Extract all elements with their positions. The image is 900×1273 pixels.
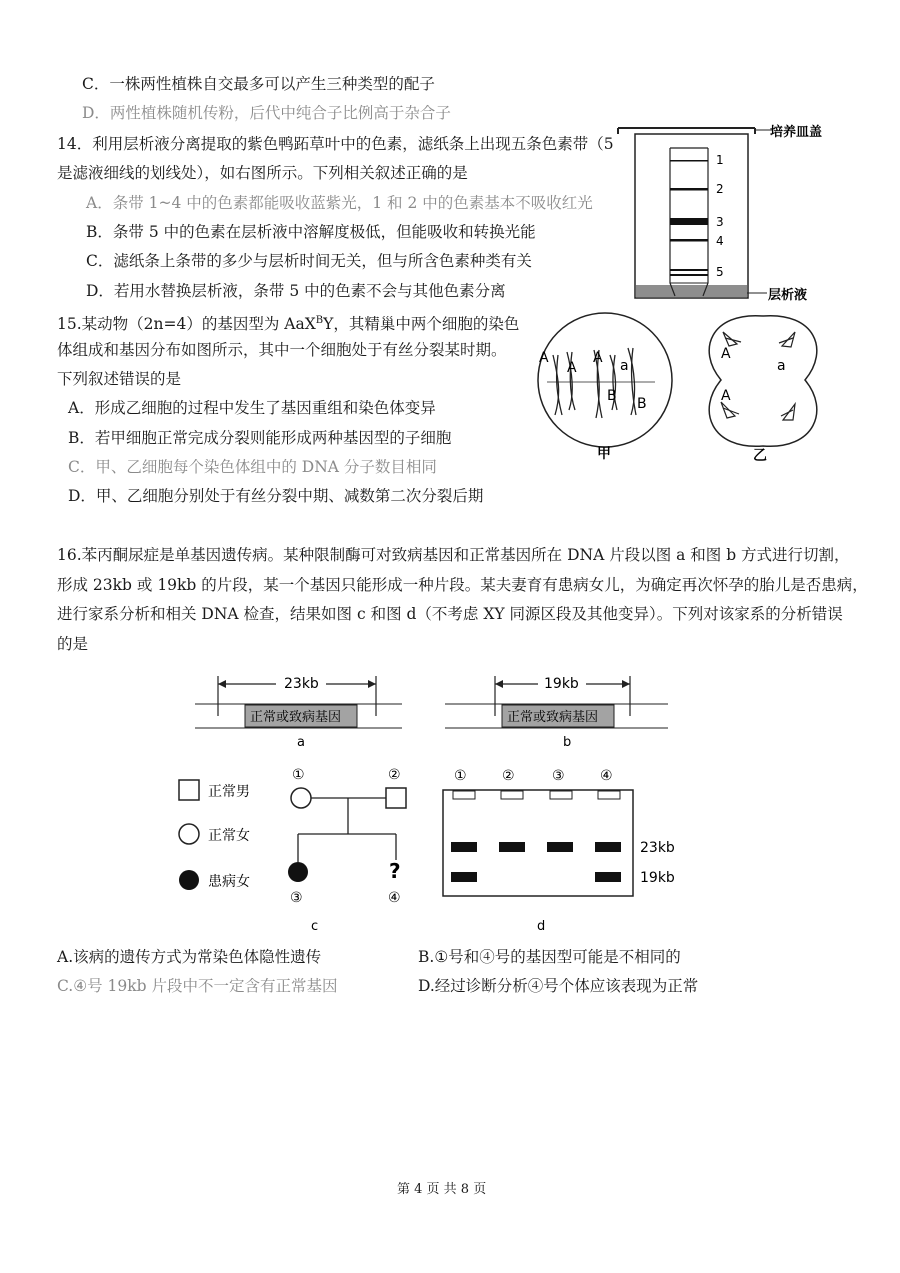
q14-option-d: D．若用水替换层析液，条带 5 中的色素不会与其他色素分离 bbox=[86, 282, 506, 300]
cell-yi-label: 乙 bbox=[753, 448, 767, 464]
pedigree-n2: ② bbox=[388, 767, 401, 783]
q15-stem1-a: 15.某动物（2n=4）的基因型为 AaX bbox=[57, 315, 316, 334]
gel-19kb-label: 19kb bbox=[640, 870, 675, 886]
q15-stem1-b: Y，其精巢中两个细胞的染色 bbox=[323, 315, 520, 334]
gel-figure bbox=[440, 760, 680, 940]
band-label-3: 3 bbox=[716, 215, 724, 229]
gel-band-4-23kb bbox=[595, 842, 621, 852]
q16-option-a: A.该病的遗传方式为常染色体隐性遗传 bbox=[57, 948, 322, 966]
gene-a2: A bbox=[567, 360, 577, 376]
fig-b-label: b bbox=[563, 735, 572, 750]
cell-yi-gene3: A bbox=[721, 388, 731, 404]
q16-stem-line4: 的是 bbox=[57, 635, 89, 653]
gel-band-1-23kb bbox=[451, 842, 477, 852]
pedigree-label: c bbox=[311, 919, 319, 934]
band-label-1: 1 bbox=[716, 153, 724, 167]
q16-stem-line2: 形成 23kb 或 19kb 的片段，某一个基因只能形成一种片段。某夫妻育有患病女儿，为确定再次怀孕的胎儿是否患病， bbox=[57, 576, 868, 594]
q14-stem-line2: 是滤液细线的划线处），如右图所示。下列相关叙述正确的是 bbox=[57, 164, 468, 182]
q15-stem-line2: 体组成和基因分布如图所示，其中一个细胞处于有丝分裂某时期。 bbox=[57, 341, 507, 359]
gel-lane-1: ① bbox=[454, 768, 467, 784]
q16-stem-line1: 16.苯丙酮尿症是单基因遗传病。某种限制酶可对致病基因和正常基因所在 DNA 片段以图 a 和图 b 方式进行切割， bbox=[57, 546, 850, 564]
gel-lane-4: ④ bbox=[600, 768, 613, 784]
pedigree-n3: ③ bbox=[290, 890, 303, 906]
figure-a bbox=[190, 668, 420, 750]
q14-option-b: B．条带 5 中的色素在层析液中溶解度极低，但能吸收和转换光能 bbox=[86, 223, 536, 241]
chromatography-figure bbox=[610, 118, 850, 308]
q15-option-b: B．若甲细胞正常完成分裂则能形成两种基因型的子细胞 bbox=[68, 429, 452, 447]
q16-option-d: D.经过诊断分析④号个体应该表现为正常 bbox=[418, 977, 699, 995]
fig-a-size: 23kb bbox=[284, 676, 319, 692]
pedigree-mother bbox=[291, 788, 311, 808]
gel-lane-3: ③ bbox=[552, 768, 565, 784]
legend-male: 正常男 bbox=[208, 784, 250, 800]
gene-b2: B bbox=[637, 396, 647, 412]
pedigree-n4: ④ bbox=[388, 890, 401, 906]
fig-b-size: 19kb bbox=[544, 676, 579, 692]
q15-option-c: C．甲、乙细胞每个染色体组中的 DNA 分子数目相同 bbox=[68, 458, 437, 476]
legend-female-icon bbox=[179, 824, 199, 844]
gel-band-2-23kb bbox=[499, 842, 525, 852]
gel-lane-2: ② bbox=[502, 768, 515, 784]
pedigree-father bbox=[386, 788, 406, 808]
gel-23kb-label: 23kb bbox=[640, 840, 675, 856]
gel-band-3-23kb bbox=[547, 842, 573, 852]
gene-b1: B bbox=[607, 388, 617, 404]
q16-option-b: B.①号和④号的基因型可能是不相同的 bbox=[418, 948, 681, 966]
q15-option-a: A．形成乙细胞的过程中发生了基因重组和染色体变异 bbox=[68, 399, 436, 417]
gene-a4: a bbox=[620, 358, 629, 374]
gel-label: d bbox=[537, 919, 546, 934]
legend-affected: 患病女 bbox=[208, 874, 250, 890]
legend-female: 正常女 bbox=[208, 828, 250, 844]
q15-sup: B bbox=[315, 315, 324, 326]
q16-stem-line3: 进行家系分析和相关 DNA 检查，结果如图 c 和图 d（不考虑 XY 同源区段及其他变异）。下列对该家系的分析错误 bbox=[57, 605, 843, 623]
q14-option-c: C．滤纸条上条带的多少与层析时间无关，但与所含色素种类有关 bbox=[86, 252, 532, 270]
cell-yi-gene2: a bbox=[777, 358, 786, 374]
band-label-4: 4 bbox=[716, 234, 724, 248]
pedigree-daughter bbox=[288, 862, 308, 882]
legend-affected-icon bbox=[179, 870, 199, 890]
fig-a-gene: 正常或致病基因 bbox=[250, 710, 342, 725]
gene-a3: A bbox=[593, 350, 603, 366]
q13-option-d: D．两性植株随机传粉，后代中纯合子比例高于杂合子 bbox=[82, 104, 451, 122]
q14-option-a: A．条带 1~4 中的色素都能吸收蓝紫光，1 和 2 中的色素基本不吸收红光 bbox=[86, 194, 593, 212]
lid-label: 培养皿盖 bbox=[770, 125, 823, 140]
gel-band-4-19kb bbox=[595, 872, 621, 882]
gene-a1: A bbox=[539, 350, 549, 366]
legend-male-icon bbox=[179, 780, 199, 800]
q13-option-c: C．一株两性植株自交最多可以产生三种类型的配子 bbox=[82, 75, 435, 93]
page-footer: 第 4 页 共 8 页 bbox=[397, 1182, 487, 1197]
cell-yi-gene1: A bbox=[721, 346, 731, 362]
band-label-2: 2 bbox=[716, 182, 724, 196]
gel-band-1-19kb bbox=[451, 872, 477, 882]
pedigree-n1: ① bbox=[292, 767, 305, 783]
q15-option-d: D．甲、乙细胞分别处于有丝分裂中期、减数第二次分裂后期 bbox=[68, 487, 484, 505]
figure-b bbox=[440, 668, 670, 750]
q16-option-c: C.④号 19kb 片段中不一定含有正常基因 bbox=[57, 977, 338, 995]
band-label-5: 5 bbox=[716, 265, 724, 279]
fig-b-gene: 正常或致病基因 bbox=[507, 710, 599, 725]
cell-jia-label: 甲 bbox=[597, 446, 611, 462]
solvent-label: 层析液 bbox=[768, 288, 808, 303]
q15-stem-line1 bbox=[57, 311, 519, 334]
q15-stem-line3: 下列叙述错误的是 bbox=[57, 370, 182, 388]
pedigree-figure bbox=[170, 760, 420, 940]
cell-division-figure bbox=[525, 310, 865, 470]
fig-a-label: a bbox=[297, 735, 305, 750]
q14-stem-line1: 14．利用层析液分离提取的紫色鸭跖草叶中的色素，滤纸条上出现五条色素带（5 bbox=[57, 135, 614, 153]
pedigree-unknown: ? bbox=[389, 859, 401, 883]
